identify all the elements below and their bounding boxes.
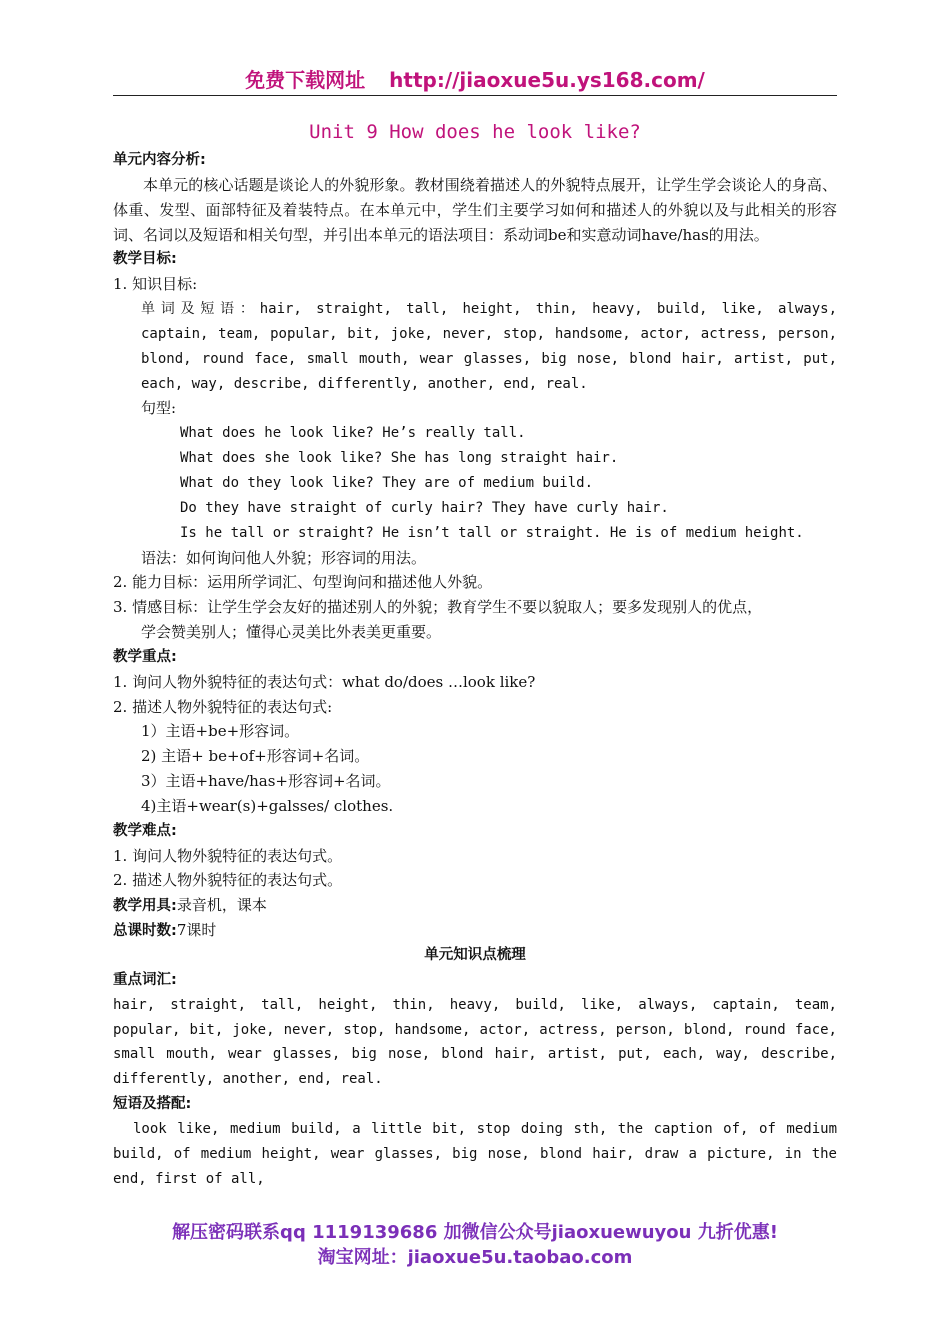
- keypoint-item: 1. 询问人物外貌特征的表达句式：what do/does …look like?: [113, 672, 536, 691]
- key-vocab-line: differently, another, end, real.: [113, 1071, 383, 1088]
- goal-emotion-cont: 学会赞美别人；懂得心灵美比外表美更重要。: [141, 623, 442, 642]
- goals-heading: 教学目标:: [113, 251, 177, 268]
- tools-line: [113, 893, 837, 918]
- header-url-link[interactable]: http://jiaoxue5u.ys168.com/: [389, 68, 705, 92]
- tools-value: 录音机，课本: [176, 896, 267, 915]
- vocab-line: blond, round face, small mouth, wear glasses, big nose, blond hair, artist, put,: [141, 350, 837, 367]
- keypoint-sub: 4)主语+wear(s)+galsses/ clothes.: [141, 796, 394, 815]
- hours-value: 7课时: [176, 921, 217, 940]
- hours-line: [113, 918, 837, 943]
- analysis-heading: 单元内容分析:: [113, 152, 206, 168]
- section-title: 单元知识点梳理: [424, 947, 526, 963]
- header-label: 免费下载网址: [245, 68, 366, 92]
- keypoint-sub: 1）主语+be+形容词。: [141, 722, 300, 741]
- vocab-line: 单词及短语：hair, straight, tall, height, thin, heavy, build, like, always,: [141, 301, 837, 318]
- keypoint-sub: 2) 主语+ be+of+形容词+名词。: [141, 747, 370, 766]
- footer-shop-link[interactable]: 淘宝网址：jiaoxue5u.taobao.com: [317, 1247, 633, 1268]
- phrase-line: look like, medium build, a little bit, stop doing sth, the caption of, of medium: [133, 1120, 837, 1137]
- sentence-item: Do they have straight of curly hair? They have curly hair.: [180, 499, 669, 516]
- difficulty-item: 1. 询问人物外貌特征的表达句式。: [113, 846, 343, 865]
- tools-label: 教学用具:: [113, 898, 177, 915]
- page-title: Unit 9 How does he look like?: [309, 121, 641, 143]
- grammar-line: 语法：如何询问他人外貌；形容词的用法。: [141, 548, 427, 567]
- sentence-item: What does she look like? She has long straight hair.: [180, 450, 619, 467]
- sentence-label: 句型:: [141, 399, 177, 418]
- vocab-line: captain, team, popular, bit, joke, never, stop, handsome, actor, actress, person,: [141, 325, 837, 342]
- goal-knowledge: 1. 知识目标:: [113, 275, 198, 294]
- phrase-line: end, first of all,: [113, 1170, 265, 1187]
- document-body: [113, 118, 837, 1191]
- phrases-heading: 短语及搭配:: [113, 1096, 192, 1113]
- key-vocab-line: small mouth, wear glasses, big nose, blond hair, artist, put, each, way, describe,: [113, 1046, 837, 1063]
- sentence-item: What does he look like? He’s really tall.: [180, 425, 526, 442]
- sentence-item: Is he tall or straight? He isn’t tall or straight. He is of medium height.: [180, 524, 804, 541]
- phrase-line: build, of medium height, wear glasses, big nose, blond hair, draw a picture, in the: [113, 1145, 837, 1162]
- difficulty-item: 2. 描述人物外貌特征的表达句式。: [113, 871, 343, 890]
- footer-contact: 解压密码联系qq 1119139686 加微信公众号jiaoxuewuyou 九折优惠!: [172, 1222, 778, 1243]
- sentence-item: What do they look like? They are of medium build.: [180, 474, 594, 491]
- page-header: [113, 66, 837, 96]
- key-vocab-line: hair, straight, tall, height, thin, heavy, build, like, always, captain, team,: [113, 996, 837, 1013]
- goal-ability: 2. 能力目标：运用所学词汇、句型询问和描述他人外貌。: [113, 573, 493, 592]
- vocab-heading: 重点词汇:: [113, 971, 177, 988]
- analysis-paragraph: 本单元的核心话题是谈论人的外貌形象。教材围绕着描述人的外貌特点展开，让学生学会谈论人的身高、体重、发型、面部特征及着装特点。在本单元中，学生们主要学习如何和描述人的外貌以及与此相关的形容词、名词以及短语和相关句型，并引出本单元的语法项目：系动词be和实意动词have/has的用法。: [113, 175, 837, 244]
- vocab-line: each, way, describe, differently, another, end, real.: [141, 375, 588, 392]
- key-vocab-line: popular, bit, joke, never, stop, handsome, actor, actress, person, blond, round face,: [113, 1021, 837, 1038]
- difficulties-heading: 教学难点:: [113, 822, 177, 839]
- keypoint-sub: 3）主语+have/has+形容词+名词。: [141, 772, 391, 791]
- goal-emotion: 3. 情感目标：让学生学会友好的描述别人的外貌；教育学生不要以貌取人；要多发现别人的优点，: [113, 598, 763, 617]
- keypoint-item: 2. 描述人物外貌特征的表达句式:: [113, 697, 333, 716]
- hours-label: 总课时数:: [113, 923, 177, 940]
- keypoints-heading: 教学重点:: [113, 648, 177, 665]
